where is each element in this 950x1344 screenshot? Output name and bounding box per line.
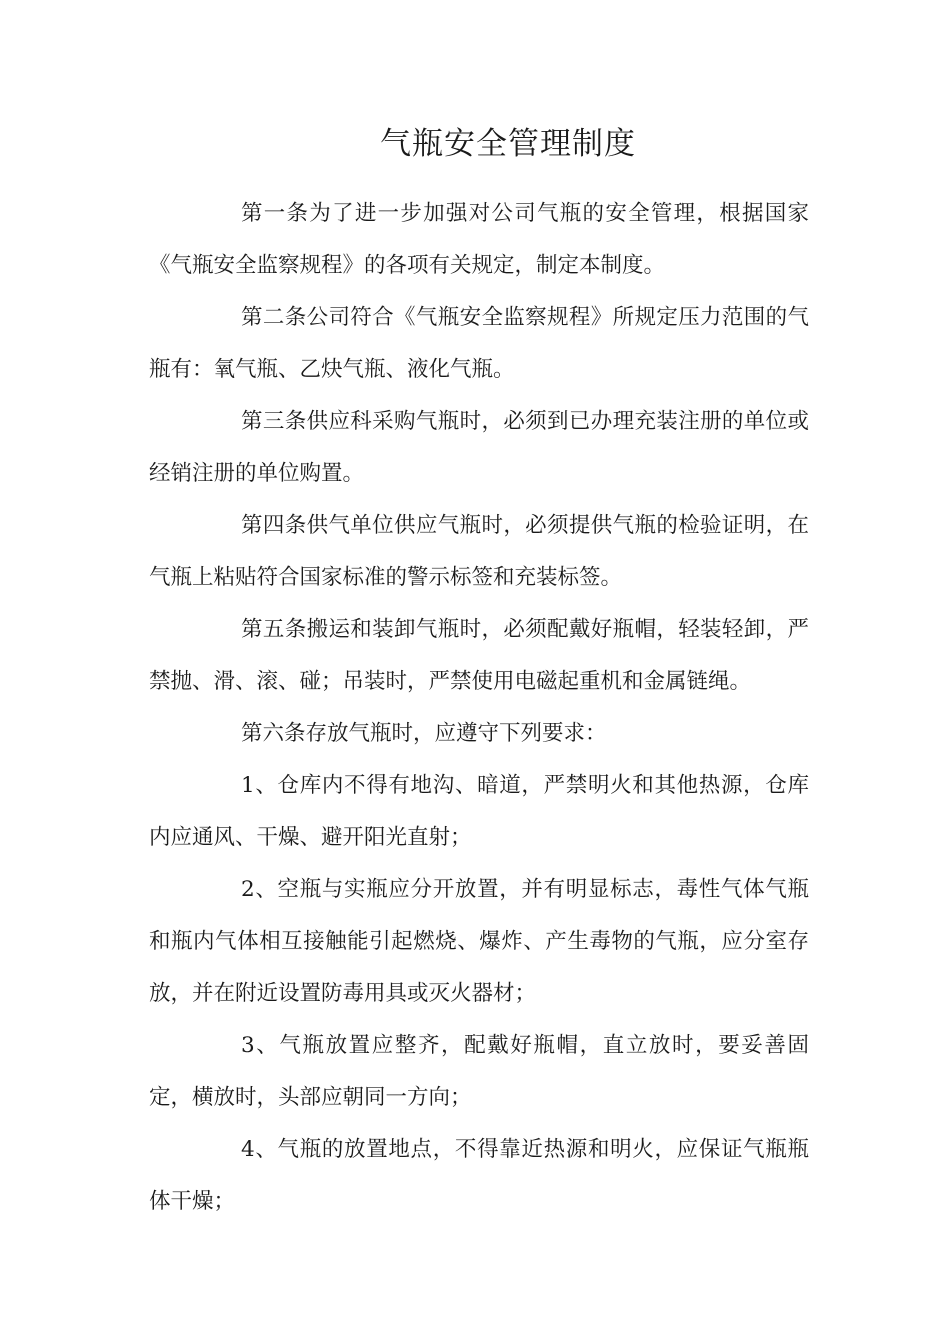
paragraph-article-2: 第二条公司符合《气瓶安全监察规程》所规定压力范围的气瓶有：氧气瓶、乙炔气瓶、液化气瓶。 <box>149 305 809 382</box>
document-title: 气瓶安全管理制度 <box>380 126 636 162</box>
paragraph-item-4: 4、气瓶的放置地点，不得靠近热源和明火，应保证气瓶瓶体干燥； <box>149 1137 809 1214</box>
paragraph-item-3: 3、气瓶放置应整齐，配戴好瓶帽，直立放时，要妥善固定，横放时，头部应朝同一方向； <box>149 1033 809 1110</box>
paragraph-item-2: 2、空瓶与实瓶应分开放置，并有明显标志，毒性气体气瓶和瓶内气体相互接触能引起燃烧、爆炸、产生毒物的气瓶，应分室存放，并在附近设置防毒用具或灭火器材； <box>149 877 809 1006</box>
paragraph-article-6: 第六条存放气瓶时，应遵守下列要求： <box>241 721 607 746</box>
paragraph-article-1: 第一条为了进一步加强对公司气瓶的安全管理，根据国家《气瓶安全监察规程》的各项有关规定，制定本制度。 <box>149 201 809 278</box>
paragraph-article-4: 第四条供气单位供应气瓶时，必须提供气瓶的检验证明，在气瓶上粘贴符合国家标准的警示标签和充装标签。 <box>149 513 809 590</box>
paragraph-article-5: 第五条搬运和装卸气瓶时，必须配戴好瓶帽，轻装轻卸，严禁抛、滑、滚、碰；吊装时，严禁使用电磁起重机和金属链绳。 <box>149 617 809 694</box>
document-body <box>149 188 809 1228</box>
paragraph-item-1: 1、仓库内不得有地沟、暗道，严禁明火和其他热源，仓库内应通风、干燥、避开阳光直射； <box>149 773 809 850</box>
paragraph-article-3: 第三条供应科采购气瓶时，必须到已办理充装注册的单位或经销注册的单位购置。 <box>149 409 809 486</box>
